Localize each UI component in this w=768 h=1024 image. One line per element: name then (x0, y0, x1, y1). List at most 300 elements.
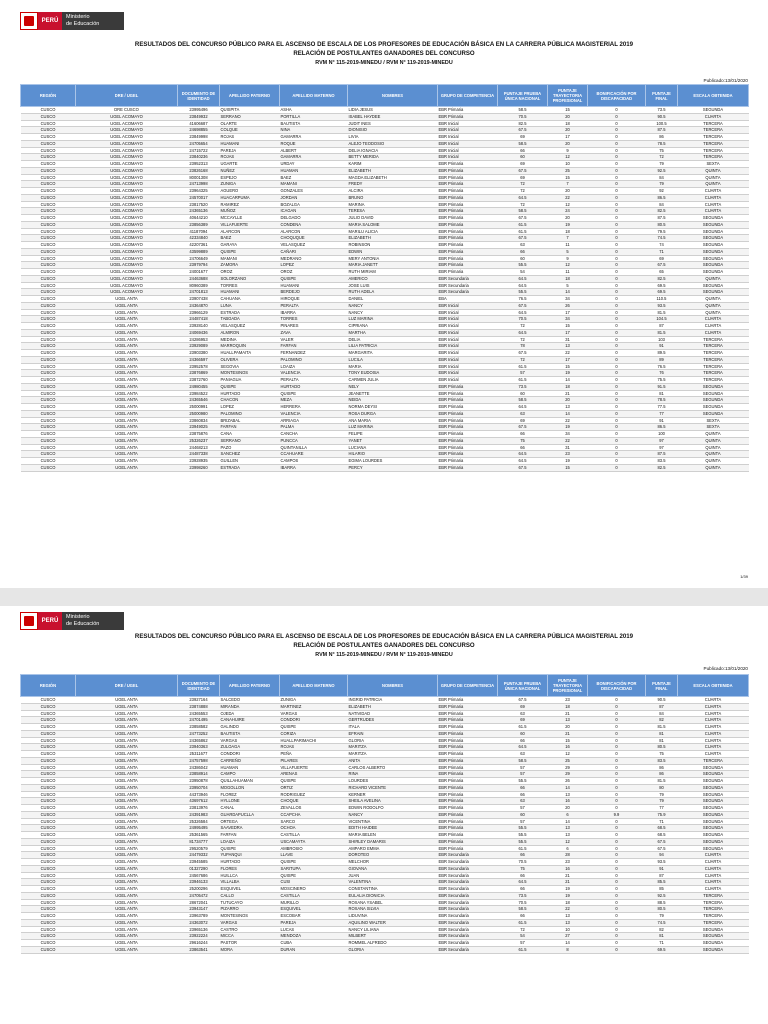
table-cell: EBR Primaria (438, 221, 498, 228)
table-cell: EBR Secundaria (438, 886, 498, 893)
table-cell: 100 (646, 431, 678, 438)
table-cell: MONTESINOS (220, 913, 280, 920)
table-cell: MONTESINOS (220, 370, 280, 377)
table-cell: 0 (588, 201, 646, 208)
table-cell: CUSCO (21, 140, 76, 147)
table-cell: CUSCO (21, 437, 76, 444)
table-cell: CUSCO (21, 879, 76, 886)
table-cell: 25000991 (178, 404, 220, 411)
table-cell: VILLAFUERTE (280, 764, 348, 771)
table-cell: 57 (498, 805, 548, 812)
table-cell: 23817520 (178, 201, 220, 208)
table-cell: 76 (646, 370, 678, 377)
table-cell: 23979794 (178, 262, 220, 269)
table-cell: 57 (498, 370, 548, 377)
table-cell: 92.5 (646, 892, 678, 899)
table-cell: 23903380 (178, 350, 220, 357)
table-cell: UGEL ANTA (76, 370, 178, 377)
table-cell: CUARTA (678, 113, 749, 120)
table-cell: UGEL ACOMAYO (76, 188, 178, 195)
table-cell: CUARTA (678, 737, 749, 744)
table-cell: 10 (548, 926, 588, 933)
table-cell: UGEL ACOMAYO (76, 289, 178, 296)
table-cell: 69.5 (646, 289, 678, 296)
table-cell: CUARTA (678, 194, 749, 201)
table-cell: SEGUNDA (678, 404, 749, 411)
table-cell: 23849932 (178, 113, 220, 120)
table-cell: SEGUNDA (678, 255, 749, 262)
table-cell: 60 (498, 811, 548, 818)
table-cell: EBR Inicial (438, 147, 498, 154)
table-cell: CUSCO (21, 811, 76, 818)
table-cell: CUSCO (21, 737, 76, 744)
table-cell: 0 (588, 933, 646, 940)
table-cell: BOZALGA (280, 201, 348, 208)
table-cell: ALARCON (280, 228, 348, 235)
column-header: APELLIDO MATERNO (280, 675, 348, 697)
table-cell: 55.5 (498, 838, 548, 845)
table-cell: 66 (498, 147, 548, 154)
table-cell: 64.5 (498, 404, 548, 411)
table-cell: 0 (588, 886, 646, 893)
table-cell: ZUNIGA (280, 697, 348, 704)
table-cell: 70.5 (498, 899, 548, 906)
table-cell: 23907438 (178, 296, 220, 303)
table-cell: 24701813 (178, 289, 220, 296)
table-cell: UGEL ANTA (76, 329, 178, 336)
table-cell: UGEL ACOMAYO (76, 167, 178, 174)
table-cell: 78.5 (646, 140, 678, 147)
table-cell: SEGUNDA (678, 832, 749, 839)
logo-ministry: Ministerio de Educación (62, 12, 124, 30)
table-cell: CUSCO (21, 798, 76, 805)
table-cell: 87.5 (646, 127, 678, 134)
table-cell: UGEL ACOMAYO (76, 221, 178, 228)
table-cell: 28672041 (178, 899, 220, 906)
table-cell: CUSCO (21, 778, 76, 785)
table-cell: PUNCCA (280, 437, 348, 444)
table-cell: CUSCO (21, 255, 76, 262)
column-header: BONIFICACIÓN POR DISCAPACIDAD (588, 675, 646, 697)
table-cell: 67.5 (498, 350, 548, 357)
table-cell: 79 (646, 161, 678, 168)
table-cell: LUCAS (280, 926, 348, 933)
table-cell: 0 (588, 269, 646, 276)
table-cell: CUSCO (21, 174, 76, 181)
table-cell: ALBERT (280, 147, 348, 154)
table-cell: TERESA (348, 208, 438, 215)
table-cell: 24757598 (178, 757, 220, 764)
table-cell: QUINTA (678, 167, 749, 174)
table-cell: ELIZABETH (348, 167, 438, 174)
table-cell: CAMPOS (280, 458, 348, 465)
table-cell: EBR Primaria (438, 269, 498, 276)
table-cell: 0 (588, 323, 646, 330)
table-row (21, 329, 749, 336)
table-cell: 0 (588, 404, 646, 411)
table-cell: CUSCO (21, 134, 76, 141)
table-cell: 23 (548, 697, 588, 704)
table-cell: 0 (588, 751, 646, 758)
table-cell: TERCERA (678, 913, 749, 920)
table-row (21, 194, 749, 201)
table-cell: 80.5 (646, 221, 678, 228)
table-cell: 21 (548, 730, 588, 737)
table-cell: CUSCO (21, 906, 76, 913)
table-cell: PANIAGUA (220, 377, 280, 384)
table-cell: 0 (588, 370, 646, 377)
table-cell: CUSI (280, 879, 348, 886)
table-cell: EBR Secundaria (438, 933, 498, 940)
table-cell: CUSCO (21, 764, 76, 771)
table-cell: TERCERA (678, 140, 749, 147)
table-cell: ESQUIVEL (280, 906, 348, 913)
table-cell: 72 (498, 356, 548, 363)
table-cell: EBR Primaria (438, 181, 498, 188)
table-cell: QUISPE (280, 275, 348, 282)
table-cell: ROXANA SILVIA (348, 906, 438, 913)
table-cell: 67.5 (498, 424, 548, 431)
column-header: REGIÓN (21, 675, 76, 697)
table-cell: 24286953 (178, 336, 220, 343)
table-cell: 67.5 (498, 464, 548, 471)
table-cell: 24713998 (178, 181, 220, 188)
table-cell: CUSCO (21, 710, 76, 717)
table-row (21, 323, 749, 330)
table-cell: QUISPE (220, 383, 280, 390)
table-row (21, 838, 749, 845)
table-cell: CUSCO (21, 852, 76, 859)
table-cell: 64.5 (498, 879, 548, 886)
table-cell: NANCY (348, 309, 438, 316)
table-cell: 12 (548, 262, 588, 269)
table-cell: FELIPE (348, 431, 438, 438)
table-cell: 0 (588, 134, 646, 141)
table-cell: 24706649 (178, 255, 220, 262)
table-cell: CUARTA (678, 208, 749, 215)
table-cell: SEGUNDA (678, 764, 749, 771)
table-cell: RUTH MIRIAM (348, 269, 438, 276)
table-cell: SARCO (280, 818, 348, 825)
table-cell: UGEL ANTA (76, 852, 178, 859)
table-cell: FARFAN (220, 832, 280, 839)
table-cell: ZULOAGA (220, 744, 280, 751)
table-cell: CUSCO (21, 228, 76, 235)
table-cell: EBR Primaria (438, 431, 498, 438)
table-cell: 64.5 (498, 458, 548, 465)
table-cell: 0 (588, 737, 646, 744)
table-cell: CUSCO (21, 703, 76, 710)
table-cell: SEGUNDA (678, 107, 749, 114)
table-cell: HURTADO (220, 859, 280, 866)
table-cell: UGEL ACOMAYO (76, 161, 178, 168)
table-cell: 0 (588, 343, 646, 350)
table-cell: NANCY (348, 302, 438, 309)
table-row (21, 140, 749, 147)
table-cell: 74 (646, 242, 678, 249)
table-cell: CUSCO (21, 825, 76, 832)
table-cell: VARGAS (220, 919, 280, 926)
table-cell: 63 (498, 710, 548, 717)
table-row (21, 852, 749, 859)
table-cell: 86.5 (646, 424, 678, 431)
table-cell: 0 (588, 859, 646, 866)
table-cell: TERCERA (678, 154, 749, 161)
table-cell: 55.5 (498, 825, 548, 832)
table-cell: 57 (498, 940, 548, 947)
table-cell: CUSCO (21, 167, 76, 174)
table-cell: 29 (548, 771, 588, 778)
table-cell: SOLORZANO (220, 275, 280, 282)
table-cell: 28 (548, 852, 588, 859)
table-cell: 67.5 (498, 167, 548, 174)
table-cell: SEGUNDA (678, 825, 749, 832)
table-cell: TERCERA (678, 356, 749, 363)
table-cell: 15 (548, 174, 588, 181)
table-cell: HUALLPAMAITA (220, 350, 280, 357)
table-cell: CUARTA (678, 201, 749, 208)
table-cell: BERDEJO (280, 289, 348, 296)
table-cell: PERALTA (280, 377, 348, 384)
table-cell: 75 (498, 437, 548, 444)
peru-shield-icon (20, 12, 38, 30)
table-cell: 23 (548, 859, 588, 866)
table-cell: 13 (548, 919, 588, 926)
table-cell: EBR Inicial (438, 329, 498, 336)
table-cell: OLARTE (220, 120, 280, 127)
table-cell: 19 (548, 892, 588, 899)
table-row (21, 832, 749, 839)
table-cell: CUSCO (21, 181, 76, 188)
table-cell: UGEL ANTA (76, 946, 178, 953)
table-cell: SEGUNDA (678, 289, 749, 296)
table-cell: 0 (588, 710, 646, 717)
table-cell: UGEL ANTA (76, 356, 178, 363)
table-cell: UGEL ACOMAYO (76, 208, 178, 215)
table-cell: UGEL ANTA (76, 778, 178, 785)
table-cell: 60 (498, 154, 548, 161)
table-cell: 68.5 (646, 832, 678, 839)
table-cell: GIOVANA (348, 865, 438, 872)
table-cell: PERALTA (280, 302, 348, 309)
table-cell: 92.5 (646, 167, 678, 174)
table-cell: 24570017 (178, 194, 220, 201)
table-cell: QUISPE (280, 872, 348, 879)
table-cell: UGEL ANTA (76, 926, 178, 933)
table-cell: 61.5 (498, 919, 548, 926)
table-cell: 29520579 (178, 845, 220, 852)
table-cell: 0 (588, 926, 646, 933)
table-cell: 66 (498, 431, 548, 438)
table-row (21, 397, 749, 404)
table-cell: ALARCON (220, 228, 280, 235)
table-cell: 12 (548, 154, 588, 161)
table-cell: EBR Secundaria (438, 859, 498, 866)
document-header (0, 632, 768, 660)
table-cell: HUILLCA (220, 872, 280, 879)
logo-country: PERÚ (38, 12, 62, 30)
table-cell: MARIA (348, 363, 438, 370)
table-cell: UGEL ACOMAYO (76, 174, 178, 181)
table-cell: 22 (548, 437, 588, 444)
table-cell: GAMARRA (280, 134, 348, 141)
table-cell: HUALLPARIMACHI (280, 737, 348, 744)
table-cell: 0 (588, 899, 646, 906)
table-cell: 58.5 (498, 906, 548, 913)
table-cell: 21 (548, 879, 588, 886)
table-cell: CUSCO (21, 329, 76, 336)
table-cell: 24365553 (178, 710, 220, 717)
table-cell: 0 (588, 778, 646, 785)
table-cell: 23 (548, 451, 588, 458)
table-cell: CUARTA (678, 710, 749, 717)
table-cell: 13 (548, 913, 588, 920)
table-cell: 43599889 (178, 248, 220, 255)
table-cell: SERRANO (220, 113, 280, 120)
table-cell: UGEL ANTA (76, 913, 178, 920)
document-page-2 (0, 606, 768, 1024)
table-cell: 0 (588, 791, 646, 798)
table-cell: EBR Secundaria (438, 913, 498, 920)
column-header: NOMBRES (348, 85, 438, 107)
table-cell: 0 (588, 771, 646, 778)
table-cell: PALOMINO (220, 410, 280, 417)
table-cell: 23963789 (178, 913, 220, 920)
table-cell: EBR Primaria (438, 832, 498, 839)
table-cell: 0 (588, 113, 646, 120)
table-cell: UGEL ANTA (76, 703, 178, 710)
table-cell: 15 (548, 323, 588, 330)
table-cell: EBR Primaria (438, 744, 498, 751)
table-cell: 67.5 (646, 845, 678, 852)
table-cell: 71 (646, 940, 678, 947)
table-cell: PALOMINO (280, 356, 348, 363)
table-cell: EBA (438, 296, 498, 303)
table-cell: UGEL ANTA (76, 464, 178, 471)
table-cell: UGEL ANTA (76, 744, 178, 751)
table-cell: QUINTA (678, 444, 749, 451)
table-cell: 0 (588, 390, 646, 397)
table-cell: EBR Primaria (438, 262, 498, 269)
table-cell: 0 (588, 309, 646, 316)
table-cell: CARMEN JULIA (348, 377, 438, 384)
table-cell: 6 (548, 845, 588, 852)
table-cell: EDWIN RODOLFO (348, 805, 438, 812)
table-cell: 86 (646, 771, 678, 778)
table-cell: 81 (646, 730, 678, 737)
table-cell: 66 (498, 852, 548, 859)
table-cell: MARITZA (348, 744, 438, 751)
table-cell: 0 (588, 798, 646, 805)
table-cell: SAAVEDRA (220, 825, 280, 832)
table-cell: EBR Secundaria (438, 899, 498, 906)
table-cell: CUSCO (21, 805, 76, 812)
table-cell: 24567686 (178, 872, 220, 879)
table-cell: 13 (548, 832, 588, 839)
table-cell: SEGUNDA (678, 845, 749, 852)
table-cell: 58.5 (498, 107, 548, 114)
table-cell: CUSCO (21, 343, 76, 350)
table-row (21, 107, 749, 114)
table-cell: 23966129 (178, 309, 220, 316)
table-cell: QUISPE (220, 845, 280, 852)
table-cell: 19 (548, 370, 588, 377)
table-cell: CUSCO (21, 899, 76, 906)
table-cell: EBR Primaria (438, 703, 498, 710)
table-cell: UGEL ANTA (76, 383, 178, 390)
table-cell: UGEL ANTA (76, 886, 178, 893)
table-cell: 0 (588, 879, 646, 886)
table-cell: ROBINSON (348, 242, 438, 249)
table-cell: 64.5 (498, 194, 548, 201)
table-row (21, 309, 749, 316)
table-cell: 24364870 (178, 302, 220, 309)
table-row (21, 316, 749, 323)
table-cell: UGEL ANTA (76, 825, 178, 832)
table-cell: CUARTA (678, 323, 749, 330)
table-cell: 60 (498, 730, 548, 737)
table-cell: SEGOVIA (220, 363, 280, 370)
table-cell: 61.5 (498, 377, 548, 384)
table-row (21, 269, 749, 276)
table-cell: UGEL ANTA (76, 397, 178, 404)
table-row (21, 181, 749, 188)
table-cell: 84 (646, 201, 678, 208)
table-cell: 0 (588, 174, 646, 181)
table-cell: CORIZA (280, 730, 348, 737)
table-cell: OCHOA (280, 825, 348, 832)
table-cell: CONSTANTINA (348, 886, 438, 893)
table-cell: SEGUNDA (678, 269, 749, 276)
table-cell: 58.5 (498, 208, 548, 215)
table-cell: 69 (498, 174, 548, 181)
table-cell: ZAVA (280, 329, 348, 336)
table-cell: 63 (498, 798, 548, 805)
table-cell: SEGUNDA (678, 818, 749, 825)
column-header: ESCALA OBTENIDA (678, 85, 749, 107)
table-cell: 70.5 (498, 316, 548, 323)
table-cell: 64.5 (498, 282, 548, 289)
table-cell: EBR Primaria (438, 161, 498, 168)
table-row (21, 431, 749, 438)
table-row (21, 730, 749, 737)
table-cell: MAMANI (220, 255, 280, 262)
table-cell: PINARES (280, 323, 348, 330)
table-cell: TERCERA (678, 127, 749, 134)
table-cell: 14 (548, 818, 588, 825)
table-cell: CUSCO (21, 363, 76, 370)
table-cell: 25311677 (178, 751, 220, 758)
table-cell: 23922224 (178, 933, 220, 940)
table-cell: 70.5 (498, 113, 548, 120)
table-cell: QUISPITA (220, 107, 280, 114)
table-row (21, 933, 749, 940)
table-cell: USCAMAYTA (280, 838, 348, 845)
table-cell: 0 (588, 838, 646, 845)
table-cell: UGEL ANTA (76, 838, 178, 845)
column-header: NOMBRES (348, 675, 438, 697)
table-cell: ROMMEL ALFREDO (348, 940, 438, 947)
table-cell: UGEL ANTA (76, 424, 178, 431)
table-cell: 25 (548, 757, 588, 764)
table-cell: ALCIRA (348, 188, 438, 195)
table-cell: UGEL ANTA (76, 323, 178, 330)
table-cell: SANCHEZ (220, 451, 280, 458)
table-cell: 24391983 (178, 811, 220, 818)
table-cell: MARITZA (348, 751, 438, 758)
table-header-row (21, 85, 749, 107)
table-cell: QUINTA (678, 451, 749, 458)
